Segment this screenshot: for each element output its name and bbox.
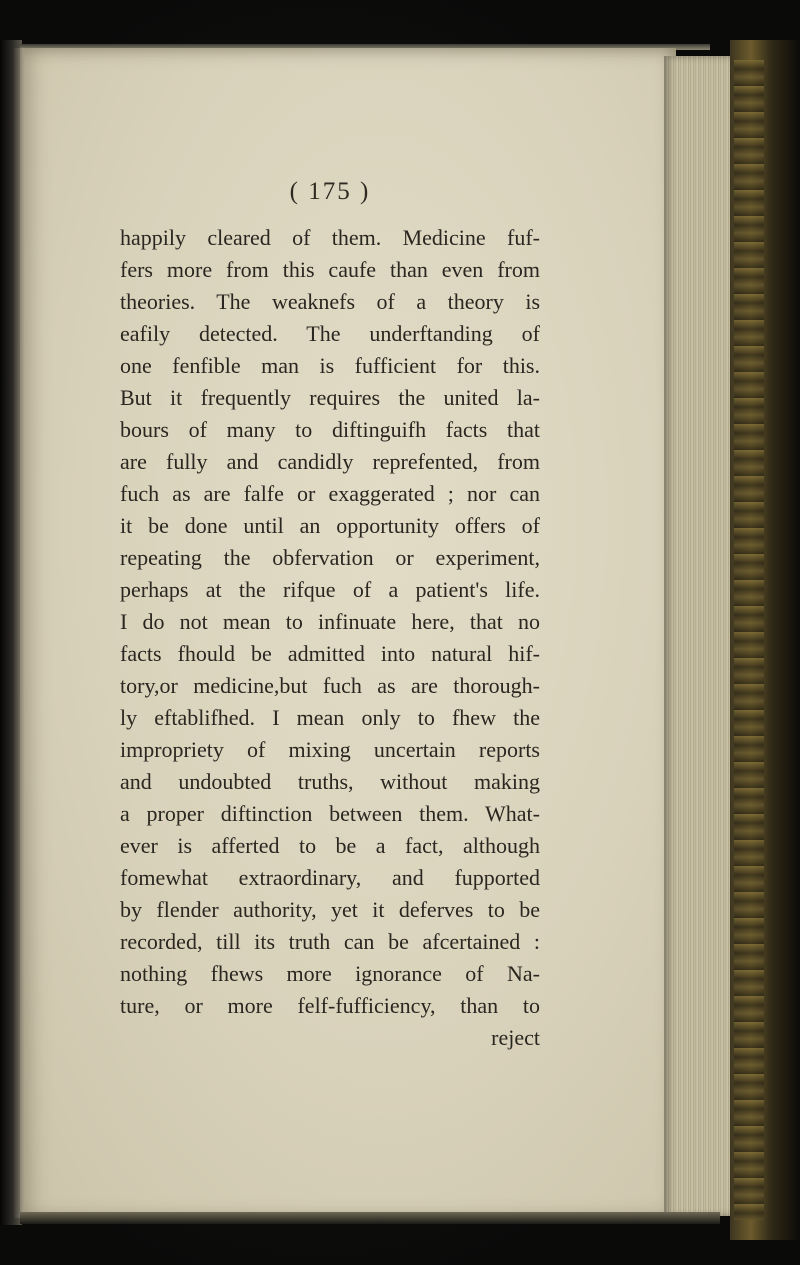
text-line: impropriety of mixing uncertain reports xyxy=(120,737,540,762)
text-line: fomewhat extraordinary, and fupported xyxy=(120,865,540,890)
text-line: eafily detected. The underftanding of xyxy=(120,321,540,346)
text-line: tory,or medicine,but fuch as are thorough- xyxy=(120,673,540,698)
text-line: perhaps at the rifque of a patient's life. xyxy=(120,577,540,602)
cover-texture xyxy=(734,60,764,1220)
text-line: I do not mean to infinuate here, that no xyxy=(120,609,540,634)
text-line: ever is afferted to be a fact, although xyxy=(120,833,540,858)
spine-shadow xyxy=(14,48,24,1218)
text-line: and undoubted truths, without making xyxy=(120,769,540,794)
text-line: theories. The weaknefs of a theory is xyxy=(120,289,540,314)
text-line: ture, or more felf-fufficiency, than to xyxy=(120,993,540,1018)
text-line: nothing fhews more ignorance of Na- xyxy=(120,961,540,986)
text-line: happily cleared of them. Medicine fuf- xyxy=(120,225,540,250)
text-line: facts fhould be admitted into natural hif- xyxy=(120,641,540,666)
body-text xyxy=(120,222,540,1054)
text-line: by flender authority, yet it deferves to be xyxy=(120,897,540,922)
text-line: ly eftablifhed. I mean only to fhew the xyxy=(120,705,540,730)
page-stack-edge xyxy=(664,56,738,1216)
page-number: ( 175 ) xyxy=(289,178,371,205)
text-line: fers more from this caufe than even from xyxy=(120,257,540,282)
text-line: reject xyxy=(491,1025,540,1050)
text-line: repeating the obfervation or experiment, xyxy=(120,545,540,570)
text-line: one fenfible man is fufficient for this. xyxy=(120,353,540,378)
text-line: bours of many to diftinguifh facts that xyxy=(120,417,540,442)
text-line: fuch as are falfe or exaggerated ; nor can xyxy=(120,481,540,506)
text-line: recorded, till its truth can be afcertained : xyxy=(120,929,540,954)
text-line: it be done until an opportunity offers of xyxy=(120,513,540,538)
text-line: a proper diftinction between them. What- xyxy=(120,801,540,826)
page-bottom-edge xyxy=(20,1212,720,1224)
text-line: But it frequently requires the united la- xyxy=(120,385,540,410)
text-line: are fully and candidly reprefented, from xyxy=(120,449,540,474)
